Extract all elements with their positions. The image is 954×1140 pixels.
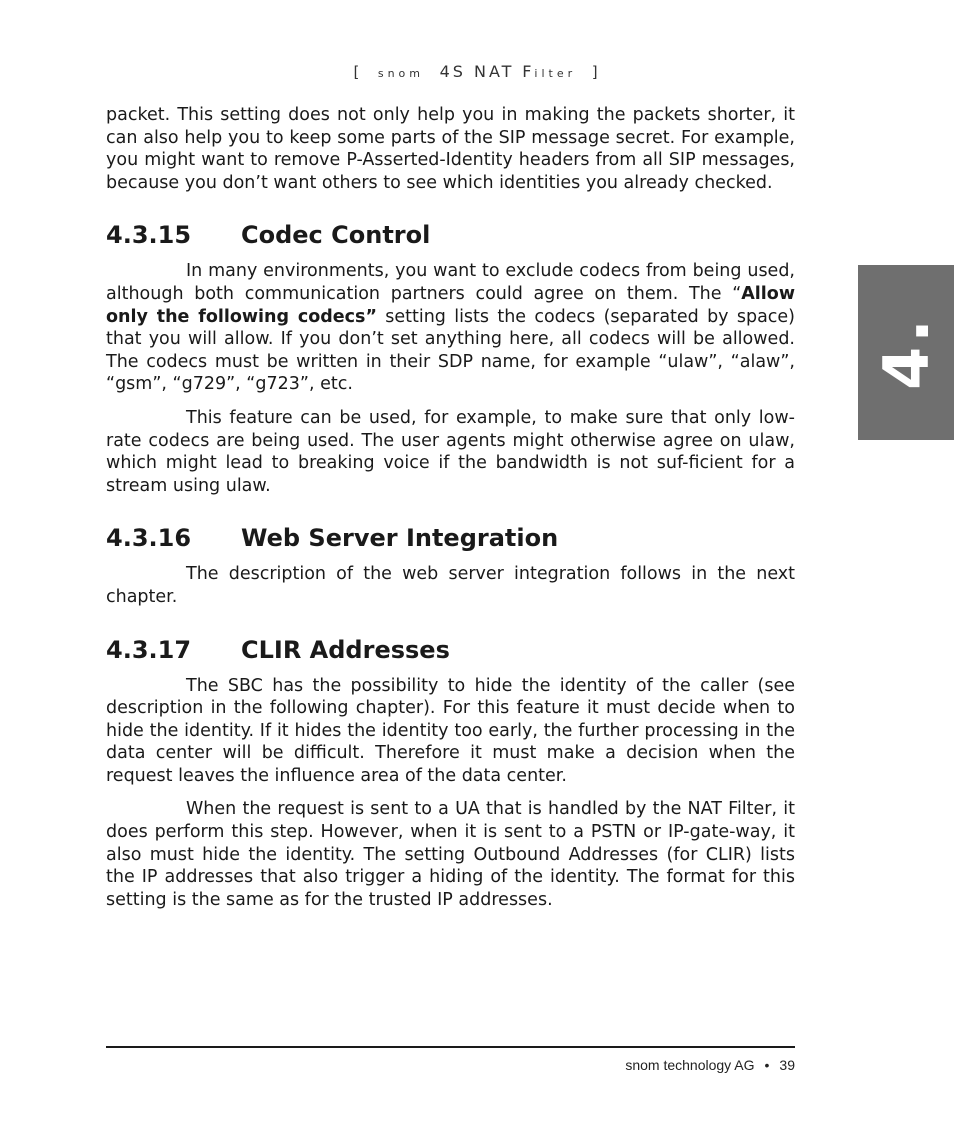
section-heading-clir xyxy=(106,635,795,665)
chapter-tab xyxy=(858,265,954,440)
header-filter-rest: ilter xyxy=(534,67,577,80)
web-server-paragraph: The description of the web server integration follows in the next chapter. xyxy=(106,564,795,607)
section-title: Codec Control xyxy=(241,221,431,250)
footer-bullet: • xyxy=(764,1057,770,1073)
codec-p1-text-a: In many environments, you want to exclude codecs from being used, although both communication partners could agree on them. The “ xyxy=(106,261,795,304)
section-number: 4.3.15 xyxy=(106,221,192,250)
page-number: 39 xyxy=(779,1057,795,1073)
footer-rule xyxy=(106,1046,795,1048)
page-body xyxy=(106,104,795,911)
codec-p1-text-b: setting lists the codecs (separated by space) that you will allow. If you don’t set anything here, all codecs will be allowed. The codecs must be written in their SDP name, for example “ulaw”, “alaw”, “gsm”, “g729”, “g723”, etc. xyxy=(106,306,796,395)
section-heading-web-server xyxy=(106,523,795,553)
clir-paragraph-2: When the request is sent to a UA that is handled by the NAT Filter, it does perform this step. However, when it is sent to a PSTN or IP-gate-way, it also must hide the identity. The setting Outbound Addresses (for CLIR) lists the IP addresses that also trigger a hiding of the identity. The format for this setting is the same as for the trusted IP addresses. xyxy=(106,799,795,910)
clir-paragraph-1: The SBC has the possibility to hide the identity of the caller (see description in the following chapter). For this feature it must decide when to hide the identity. If it hides the identity too early, the further processing in the data center will be difficult. Therefore it must make a decision when the request leaves the influence area of the data center. xyxy=(106,675,795,786)
codec-paragraph-2: This feature can be used, for example, to make sure that only low-rate codecs are being used. The user agents might otherwise agree on ulaw, which might lead to breaking voice if the bandwidth is not suf-ficient for a stream using ulaw. xyxy=(106,407,795,496)
codec-paragraph-1 xyxy=(106,260,795,396)
header-filter-initial: F xyxy=(522,62,535,81)
section-number: 4.3.16 xyxy=(106,524,192,553)
header-open-bracket: [ xyxy=(353,63,363,81)
header-product: 4S NAT xyxy=(439,62,515,81)
running-header xyxy=(0,62,954,81)
section-heading-codec-control xyxy=(106,220,795,250)
footer-company: snom technology AG xyxy=(625,1057,755,1073)
section-title: Web Server Integration xyxy=(241,524,559,553)
intro-paragraph: packet. This setting does not only help you in making the packets shorter, it can also help you to keep some parts of the SIP message secret. For example, you might want to remove P-Asserted-Identity headers from all SIP messages, because you don’t want others to see which identities you already checked. xyxy=(106,105,795,193)
section-title: CLIR Addresses xyxy=(241,635,450,664)
header-close-bracket: ] xyxy=(591,63,601,81)
chapter-tab-label: 4. xyxy=(869,315,943,390)
section-number: 4.3.17 xyxy=(106,635,192,664)
codec-setting-name: Allow only the following codecs” xyxy=(106,283,795,327)
page-footer xyxy=(625,1057,795,1073)
header-snom: snom xyxy=(377,67,425,80)
